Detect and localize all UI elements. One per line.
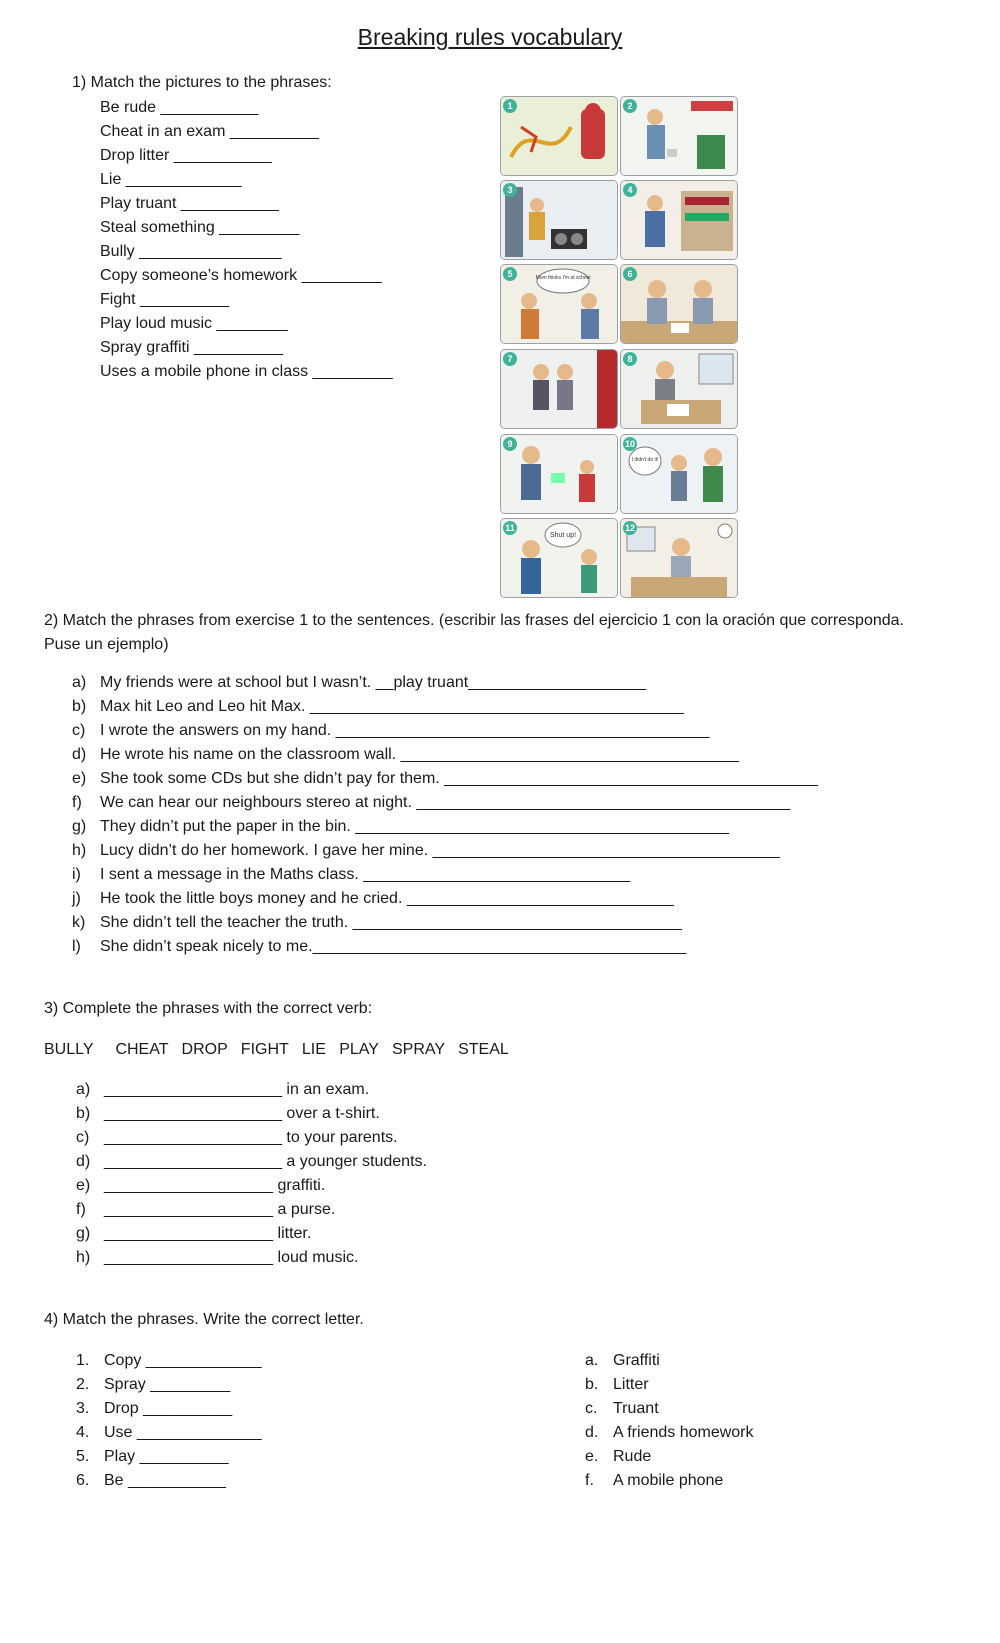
page-title: Breaking rules vocabulary [357, 24, 623, 50]
picture-lie [500, 264, 618, 344]
phrase-item: Spray graffiti __________ [100, 339, 283, 356]
sentence-item: b) Max hit Leo and Leo hit Max. __________________________________________ [72, 698, 684, 715]
phrase-item: Play loud music ________ [100, 315, 288, 332]
verb-item: h) ___________________ loud music. [76, 1249, 359, 1266]
picture-fight [500, 349, 618, 429]
picture-number: 8 [627, 354, 633, 364]
match-left-item: 6. Be ___________ [76, 1472, 226, 1489]
verb-item: b) ____________________ over a t-shirt. [76, 1105, 380, 1122]
verb-item: d) ____________________ a younger students. [76, 1153, 427, 1170]
sentence-item: h) Lucy didn’t do her homework. I gave her mine. _______________________________________ [72, 842, 780, 859]
picture-lie-teacher [620, 434, 738, 514]
sentence-item: k) She didn’t tell the teacher the truth. _____________________________________ [72, 914, 682, 931]
picture-play-loud-music [500, 180, 618, 260]
section4-heading: 4) Match the phrases. Write the correct letter. [44, 1311, 364, 1328]
verb-item: f) ___________________ a purse. [76, 1201, 336, 1218]
picture-number: 6 [627, 269, 633, 279]
phrase-item: Bully ________________ [100, 243, 282, 260]
verb-item: g) ___________________ litter. [76, 1225, 312, 1242]
match-left-item: 1. Copy _____________ [76, 1352, 262, 1369]
match-right-item: d. A friends homework [585, 1424, 754, 1441]
picture-number: 10 [624, 439, 636, 449]
picture-number: 9 [507, 439, 513, 449]
match-right-item: a. Graffiti [585, 1352, 660, 1369]
sentence-item: i) I sent a message in the Maths class. ______________________________ [72, 866, 631, 883]
picture-number: 11 [505, 523, 515, 533]
sentence-item: e) She took some CDs but she didn’t pay for them. __________________________________________ [72, 770, 818, 787]
verb-item: e) ___________________ graffiti. [76, 1177, 326, 1194]
match-left-item: 5. Play __________ [76, 1448, 229, 1465]
sentence-item: d) He wrote his name on the classroom wall. ______________________________________ [72, 746, 739, 763]
picture-number: 1 [507, 101, 513, 111]
speech-bubble: Mum thinks I'm at school [535, 275, 591, 281]
match-left-item: 4. Use ______________ [76, 1424, 262, 1441]
verb-item: c) ____________________ to your parents. [76, 1129, 398, 1146]
section1-heading: 1) Match the pictures to the phrases: [72, 74, 332, 91]
sentence-item: l) She didn’t speak nicely to me.__________________________________________ [72, 938, 687, 955]
sentence-item: j) He took the little boys money and he cried. ______________________________ [72, 890, 674, 907]
phrase-item: Uses a mobile phone in class _________ [100, 363, 393, 380]
match-left-item: 2. Spray _________ [76, 1376, 231, 1393]
match-right-item: c. Truant [585, 1400, 659, 1417]
picture-drop-litter [620, 96, 738, 176]
picture-copy-homework [620, 264, 738, 344]
verb-item: a) ____________________ in an exam. [76, 1081, 370, 1098]
match-right-item: b. Litter [585, 1376, 649, 1393]
phrase-item: Copy someone’s homework _________ [100, 267, 382, 284]
picture-bully [500, 434, 618, 514]
section2-heading: 2) Match the phrases from exercise 1 to the sentences. (escribir las frases del ejercicio 1 con la oración que corresponda. Puse un ejemplo) [44, 612, 904, 653]
phrase-item: Cheat in an exam __________ [100, 123, 319, 140]
phrase-item: Steal something _________ [100, 219, 300, 236]
match-right-item: e. Rude [585, 1448, 652, 1465]
picture-mobile-phone-class [620, 518, 738, 598]
speech-bubble: Shut up! [549, 532, 577, 539]
picture-number: 3 [507, 185, 513, 195]
picture-number: 2 [627, 101, 633, 111]
picture-spray-graffiti [500, 96, 618, 176]
phrase-item: Lie _____________ [100, 171, 242, 188]
sentence-item: g) They didn’t put the paper in the bin. __________________________________________ [72, 818, 730, 835]
match-left-item: 3. Drop __________ [76, 1400, 233, 1417]
picture-number: 4 [627, 185, 633, 195]
picture-number: 7 [507, 354, 513, 364]
section3-heading: 3) Complete the phrases with the correct verb: [44, 1000, 373, 1017]
sentence-item: a) My friends were at school but I wasn’t. __play truant____________________ [72, 674, 647, 691]
picture-number: 5 [507, 269, 513, 279]
match-right-item: f. A mobile phone [585, 1472, 724, 1489]
picture-cheat-in-exam [620, 349, 738, 429]
word-bank: BULLY CHEAT DROP FIGHT LIE PLAY SPRAY STEAL [44, 1041, 509, 1058]
phrase-item: Drop litter ___________ [100, 147, 272, 164]
sentence-item: f) We can hear our neighbours stereo at night. __________________________________________ [72, 794, 791, 811]
speech-bubble: I didn't do it! [631, 457, 659, 463]
picture-number: 12 [624, 523, 636, 533]
phrase-item: Fight __________ [100, 291, 229, 308]
phrase-item: Be rude ___________ [100, 99, 259, 116]
sentence-item: c) I wrote the answers on my hand. __________________________________________ [72, 722, 710, 739]
phrase-item: Play truant ___________ [100, 195, 279, 212]
picture-steal-something [620, 180, 738, 260]
picture-be-rude [500, 518, 618, 598]
